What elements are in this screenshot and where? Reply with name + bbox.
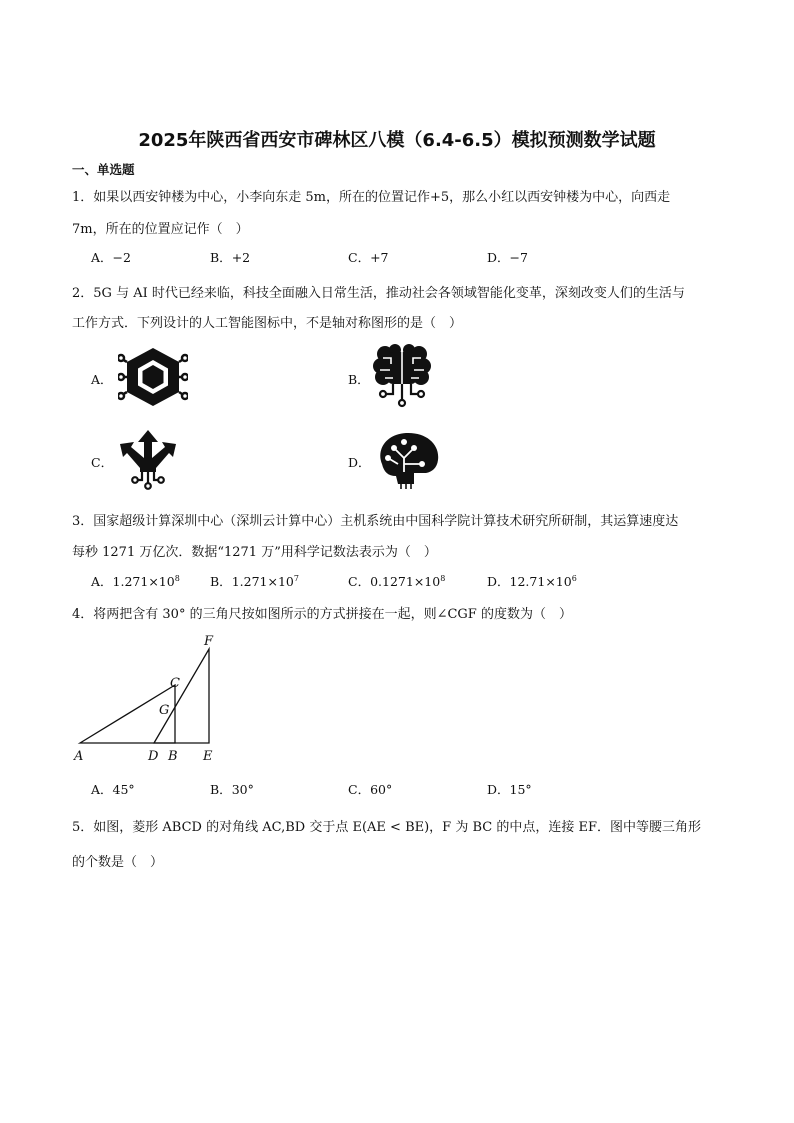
- q1-option-c[interactable]: C．+7: [348, 250, 389, 265]
- q4-option-a[interactable]: A．45°: [91, 782, 135, 797]
- question-3-line-1: 3．国家超级计算深圳中心（深圳云计算中心）主机系统由中国科学院计算技术研究所研制，其运算速度达: [72, 514, 679, 529]
- q1-option-d[interactable]: D．−7: [487, 250, 528, 265]
- brain-circuit-icon: [373, 344, 431, 408]
- question-4-line-1: 4．将两把含有 30° 的三角尺按如图所示的方式拼接在一起，则∠CGF 的度数为（ ）: [72, 607, 572, 622]
- page-title: 2025年陕西省西安市碑林区八模（6.4-6.5）模拟预测数学试题: [138, 130, 656, 151]
- q1-option-b[interactable]: B．+2: [210, 250, 251, 265]
- label-e: E: [203, 749, 213, 764]
- label-a: A: [74, 749, 84, 764]
- q4-option-d[interactable]: D．15°: [487, 782, 532, 797]
- question-2-line-2: 工作方式．下列设计的人工智能图标中，不是轴对称图形的是（ ）: [72, 316, 463, 331]
- triangle-def: [154, 649, 209, 743]
- label-b: B: [168, 749, 178, 764]
- question-5-line-1: 5．如图，菱形 ABCD 的对角线 AC,BD 交于点 E(AE < BE)，F 为 BC 的中点，连接 EF．图中等腰三角形: [72, 820, 701, 835]
- q3-option-b[interactable]: B．$1.271\times 10^7$: [210, 574, 299, 589]
- label-g: G: [159, 703, 170, 718]
- q3-option-a[interactable]: A．$1.271\times 10^8$: [91, 574, 180, 589]
- q3-option-c[interactable]: C．$0.1271\times 10^8$: [348, 574, 446, 589]
- head-circuit-icon: [374, 430, 442, 490]
- q2-option-a[interactable]: A．: [91, 372, 113, 387]
- triangle-figure: [68, 630, 228, 766]
- arrows-circuit-icon: [118, 428, 178, 492]
- question-5-line-2: 的个数是（ ）: [72, 855, 164, 870]
- q3-option-d[interactable]: D．$12.71\times 10^6$: [487, 574, 577, 589]
- q2-option-d[interactable]: D．: [348, 455, 371, 470]
- q4-option-b[interactable]: B．30°: [210, 782, 254, 797]
- label-d: D: [148, 749, 159, 764]
- label-f: F: [204, 634, 214, 649]
- question-1-line-1: 1．如果以西安钟楼为中心，小李向东走 5m，所在的位置记作+5，那么小红以西安钟楼为中心，向西走: [72, 190, 671, 205]
- label-c: C: [170, 676, 180, 691]
- q1-option-a[interactable]: A．−2: [91, 250, 131, 265]
- question-3-line-2: 每秒 1271 万亿次．数据“1271 万”用科学记数法表示为（ ）: [72, 545, 437, 560]
- question-1-line-2: 7m，所在的位置应记作（ ）: [72, 222, 249, 237]
- q2-option-c[interactable]: C．: [91, 455, 114, 470]
- question-2-line-1: 2．5G 与 AI 时代已经来临，科技全面融入日常生活，推动社会各领域智能化变革，深刻改变人们的生活与: [72, 286, 685, 301]
- q4-option-c[interactable]: C．60°: [348, 782, 393, 797]
- hexagon-network-icon: [118, 344, 188, 410]
- q2-option-b[interactable]: B．: [348, 372, 370, 387]
- section-heading: 一、单选题: [72, 162, 135, 177]
